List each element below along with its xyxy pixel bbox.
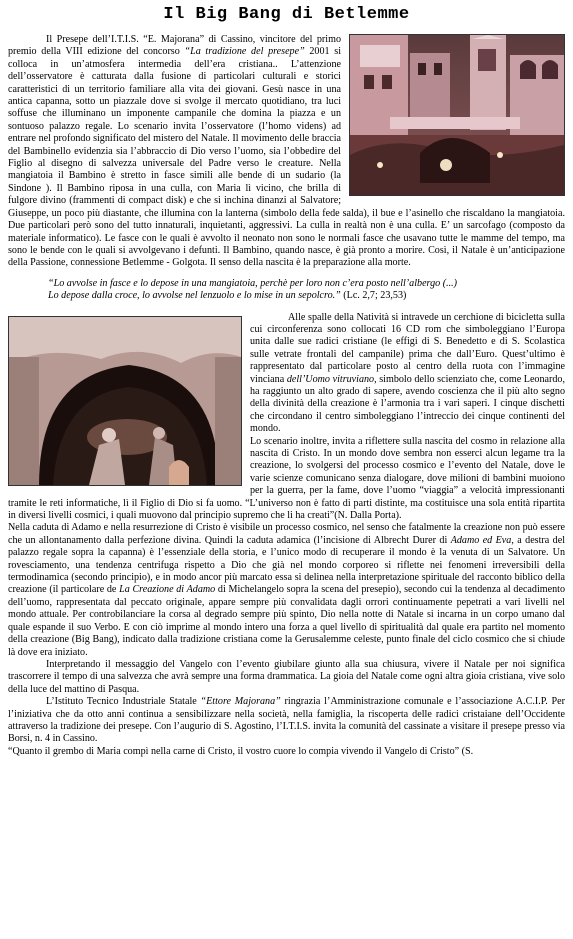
nativity-cave-photo [8,316,242,486]
scripture-quote [48,278,565,303]
quote-reference: (Lc. 2,7; 23,53) [340,290,407,302]
vitruvian-man-title: dell’Uomo vitruviano [286,373,375,385]
paragraph-augustine-quote: “Quanto il grembo di Maria compì nella carne di Cristo, il vostro cuore lo compia vivendo il Vangelo di Cristo” (S. [8,745,474,757]
adam-eve-title: Adamo ed Eva [450,534,512,546]
school-name: “Ettore Majorana” [200,696,281,708]
paragraph-adam-text-end: di Michelangelo sopra la scena del presepio), secondo cui la tendenza al decadimento dell’uomo, rappresentata dal peccato originale, appare sempre più convalidata dagli orrori continuamente pepetrati a vari livelli nel mondo attuale. Per controbilanciare la corsa al degrado sempre più spinto, Dio nella notte di Natale si incarna in un corpo umano dal quale espande il suo Verbo. E con ciò imprime al mondo intero una forza a quel livello di spiritualità dal quale era partito nel momento della creazione (Big Bang), indicato dalla tradizione cristiana come la Gerusalemme celeste, punto finale del ciclo cosmico che si chiude là dove era iniziato. [8,584,565,658]
quote-line-2: Lo depose dalla croce, lo avvolse nel lenzuolo e lo mise in un sepolcro.” [48,290,341,302]
contest-name: “La tradizione del presepe” [184,46,305,58]
paragraph-intro-text-cont: 2001 si colloca in un’atmosfera intermedia dell’era cristiana.. L’attenzione dell’osservatore è catturata dalla fusione di particolari culturali e storici caratteristici di un territorio familiare alla vita dei giovani. Gesù nasce in una antica capanna, sotto un piazzale dove si svolge il mercato quotidiano, tra luci soffuse che illuminano un imponente campanile che domina la piazza e un sontuoso palazzo regale. Lo scenario invita l’osservatore (l’homo videns) ad entrare nel profondo significato del mistero del Natale. Il movimento delle braccia del Bambinello evidenzia sia l’abbraccio di Dio verso l’uomo, sia l’obbedire del Figlio al disegno di salvezza universale del Padre verso le creature. Nella mangiatoia il Bambino è stretto in fasce simili alle bende di un sudario (la Sindone ). Il Bambino riposa in una culla, con Maria lì vicino, che brilla di fulgore divino (frammenti di compact disk) e che si inchina dinanzi al Salvatore; Giuseppe, un poco più diastante, che illumina con la lanterna (simbolo della fede salda), il bue e l’asinello che riscaldano la mangiatoia. Due particolari però sono del tutto innaturali, inquietanti, aggressivi. La culla in realtà non è una culla. E’ un sarcofago (composto da materiale informatico). Le fasce con le quali è avvolto il neonato non sono le normali fasce che usavano tutte le mamme del tempo, ma sono le bende con le quali si avvolgevano i defunti. Il Bambino, quando nasce, è già pronto a morire. Così, il Natale è un’anticipazione della Passione, connessione Betlemme - Golgota. Il senso della nascita è la preparazione alla morte. [8,46,565,269]
paragraph-bicycle-wheel-text-cont: , simbolo dello scienziato che, come Leonardo, ha raggiunto un alto grado di sapere, avendo coscienza che il più alto segno della divinità della creazione è l’armonia tra i vari saperi. I cinque dischetti che circondano il centro simboleggiano l’intreccio dei cinque continenti del mondo. [250,373,565,435]
paragraph-adam-text-cont: , a destra del palazzo regale sopra la capanna) è l’essenziale della storia, e l’unico modo di recuperare il mondo è la venuta di un Salvatore. Un rovesciamento, una tendenza centrifuga rispetto a Dio che già nel mondo corporeo si riflette nei fenomeni irreversibili della termodinamica (secondo principio), e in modo ancor più marcato essa si delinea nella interpretazione spirituale del racconto biblico della creazione (il particolare de [8,534,565,596]
paragraph-thanks [8,696,565,746]
paragraph-adam [8,522,565,658]
paragraph-gospel: Interpretando il messaggio del Vangelo con l’evento giubilare giunto alla sua chiusura, vivere il Natale per noi significa trascorrere il tempo di una salvezza che avrà sempre una forma drammatica. La gioia del Natale come ogni altra gioia cristiana, vive solo della luce del mattino di Pasqua. [8,658,565,695]
paragraph-thanks-text-cont: ringrazia l’Amministrazione comunale e l’associazione A.C.I.P. Per l’iniziativa che da otto anni continua a sensibilizzare nella società, nella famiglia, la riscoperta delle radici cristaiane dell’Occidente attraverso la tradizione dei presepe. Con l’augurio di S. Agostino, l’I.T.I.S. invita la comunità del cassinate a visitare il presepe presso via Borsi, n. 4 in Cassino. [8,696,566,745]
paragraph-thanks-text: L’Istituto Tecnico Industriale Statale [46,696,201,708]
paragraph-intro-text: Il Presepe dell’I.T.I.S. “E. Majorana” di Cassino, vincitore del primo premio della VIII edizione del concorso [8,34,341,58]
presepe-village-photo [349,34,565,196]
paragraph-bicycle-wheel-text: Alle spalle della Natività si intravede un cerchione di bicicletta sulla cui circonferenza sono collocati 16 CD rom che simboleggiano l’Europa unita dalle sue radici cristiane (le effigi di S. Benedetto e di S. Scolastica sulle vetrate frontali del campanile) prima che dall’Euro. Quest’ultimo è rappresentato dal particolare posto al centro della ruota con l’immagine vinciana [250,311,565,385]
presepe-village-image [350,35,564,195]
paragraph-cosmos: Lo scenario inoltre, invita a riflettere sulla nascita del cosmo in relazione alla nascita di Cristo. In un mondo dove sembra non esserci alcun legame tra la creazione, lo svolgersi del processo cosmico e l’evento del Natale, dove le varie scienze comunicano senza dialogare, dove milioni di bambini muoiono per la guerra, per la fame, dove l’uomo “viaggia” a velocità impressionanti tramite le reti informatiche, lì il Figlio di Dio si fa uomo. “L’universo non è fatto di parti distinte, ma costituisce una sola entità ripartita in diversi livelli cosmici, i quali muovono dal principio supremo che li ha creati”(N. Dalla Porta). [8,435,565,522]
quote-line-1: “Lo avvolse in fasce e lo depose in una mangiatoia, perchè per loro non c’era posto nell’albergo (...) [48,277,458,289]
creation-of-adam-title: La Creazione di Adamo [119,584,216,596]
nativity-cave-image [9,317,241,485]
article-title: Il Big Bang di Betlemme [163,5,410,24]
paragraph-adam-text: Nella caduta di Adamo e nella resurrezione di Cristo è visibile un processo cosmico, nel senso che fatalmente la creazione non può essere che un allontanamento dalla perfezione divina. Quindi la caduta adamica (l’incisione di Albrecht Durer di [8,522,565,546]
